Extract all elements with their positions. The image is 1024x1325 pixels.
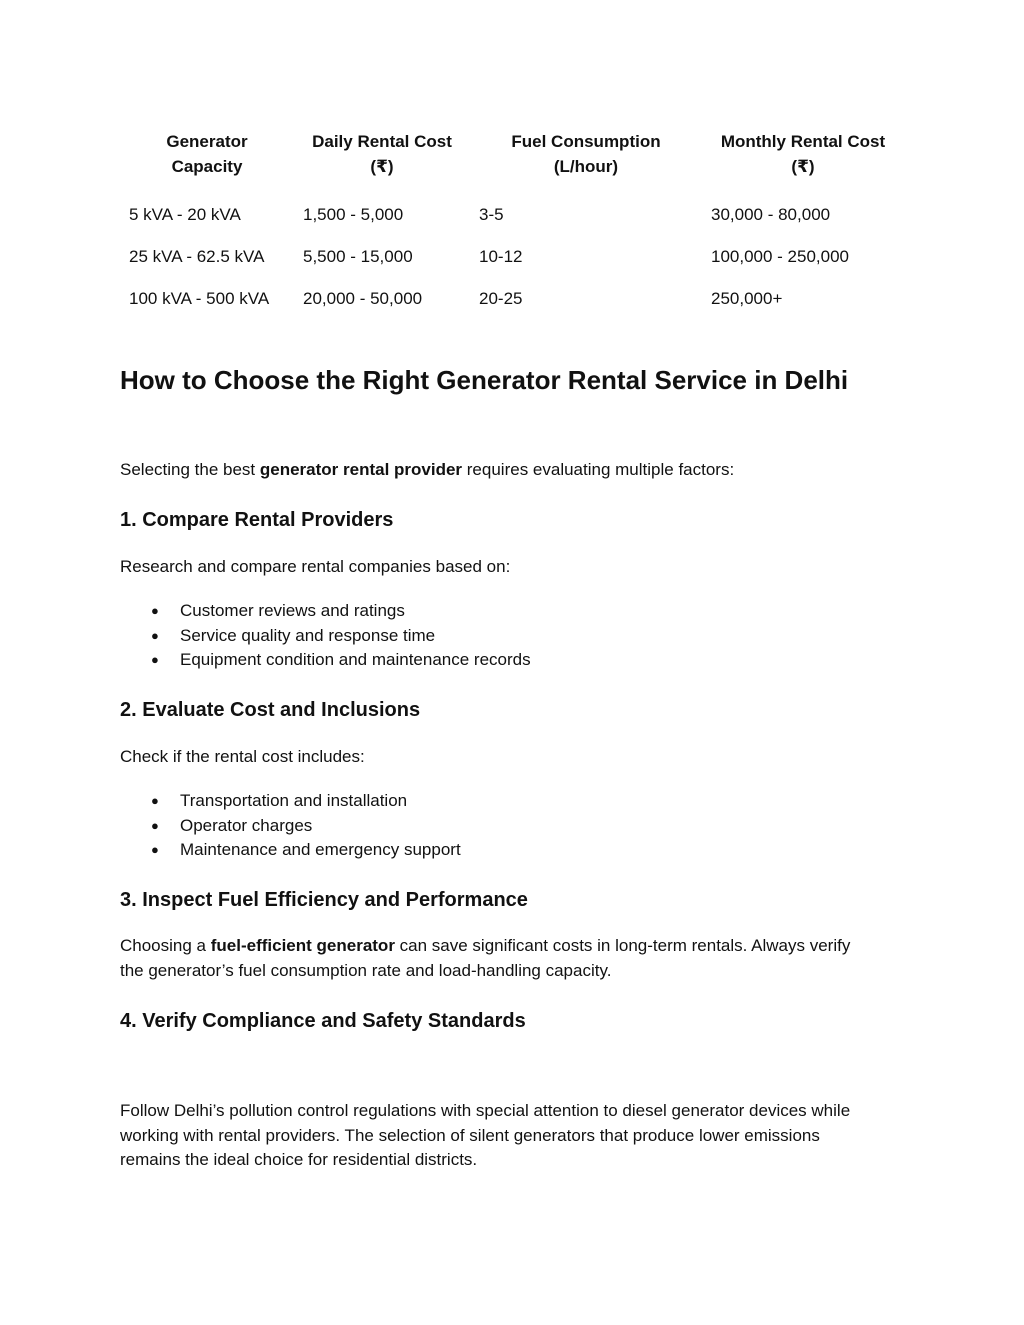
table-cell: 100 kVA - 500 kVA — [129, 289, 270, 308]
table-cell: 25 kVA - 62.5 kVA — [129, 247, 265, 266]
list-item — [120, 814, 461, 839]
section-text-part: Choosing a — [120, 936, 211, 955]
rental-cost-table — [120, 126, 904, 320]
list-item-text: Equipment condition and maintenance records — [180, 650, 531, 670]
table-cell: 10-12 — [479, 247, 523, 266]
table-row — [120, 278, 904, 320]
table-header-cell — [702, 126, 904, 194]
header-line: Monthly Rental Cost — [720, 132, 886, 151]
table-cell: 20-25 — [479, 289, 523, 308]
list-item — [120, 838, 461, 863]
table-header-row — [120, 126, 904, 194]
bullet-icon: ● — [151, 817, 159, 833]
bullet-icon: ● — [151, 603, 159, 618]
table-cell: 3-5 — [479, 205, 504, 224]
header-line: Fuel Consumption — [511, 132, 661, 151]
table-header-cell — [120, 126, 294, 194]
table-row — [120, 236, 904, 278]
header-line: (L/hour) — [553, 157, 619, 176]
list-item — [120, 624, 531, 649]
section-heading: 1. Compare Rental Providers — [120, 509, 394, 531]
list-item — [120, 599, 531, 624]
section-text: Research and compare rental companies based on: — [120, 557, 511, 576]
table-cell: 100,000 - 250,000 — [711, 247, 850, 266]
table-cell: 5 kVA - 20 kVA — [129, 205, 241, 224]
list-item-text: Service quality and response time — [180, 625, 436, 645]
section-bold-text: fuel-efficient generator — [210, 936, 395, 955]
section-text-part: can save significant costs in long-term rentals. Always verify the generator’s fuel consumption rate and load-handling capacity. — [120, 936, 851, 980]
bullet-icon: ● — [151, 652, 159, 668]
table-cell: 30,000 - 80,000 — [711, 205, 831, 224]
header-line: Capacity — [171, 157, 243, 176]
table-cell: 1,500 - 5,000 — [303, 205, 404, 224]
bullet-list — [120, 789, 461, 863]
list-item-text: Operator charges — [180, 815, 313, 835]
list-item-text: Customer reviews and ratings — [180, 601, 405, 620]
bullet-list — [120, 599, 531, 673]
list-item — [120, 648, 531, 673]
header-line: Generator — [166, 132, 248, 151]
table-cell: 20,000 - 50,000 — [303, 289, 423, 308]
table-row — [120, 194, 904, 236]
table-header-cell — [470, 126, 702, 194]
section-heading: 4. Verify Compliance and Safety Standards — [120, 1010, 526, 1032]
header-line: (₹) — [370, 157, 394, 176]
intro-text: Selecting the best — [120, 460, 260, 479]
intro-bold-text: generator rental provider — [259, 460, 463, 479]
section-text — [120, 934, 870, 983]
main-heading: How to Choose the Right Generator Rental Service in Delhi — [120, 365, 849, 395]
section-text: Follow Delhi’s pollution control regulations with special attention to diesel generator devices while working with rental providers. The selection of silent generators that produce lower emissions remains the ideal choice for residential districts. — [120, 1101, 851, 1170]
section-text: Check if the rental cost includes: — [120, 747, 365, 766]
bullet-icon: ● — [151, 842, 159, 858]
intro-paragraph — [120, 458, 880, 483]
table-header-cell — [294, 126, 470, 194]
list-item-text: Maintenance and emergency support — [180, 840, 461, 860]
header-line: Daily Rental Cost — [312, 132, 452, 151]
list-item-text: Transportation and installation — [180, 791, 408, 810]
table-cell: 250,000+ — [711, 289, 783, 308]
section-heading: 2. Evaluate Cost and Inclusions — [120, 699, 421, 721]
header-line: (₹) — [791, 157, 815, 176]
intro-text: requires evaluating multiple factors: — [462, 460, 735, 479]
section-heading: 3. Inspect Fuel Efficiency and Performance — [120, 889, 528, 911]
bullet-icon: ● — [151, 793, 159, 808]
bullet-icon: ● — [151, 627, 159, 643]
table-cell: 5,500 - 15,000 — [303, 247, 413, 266]
list-item — [120, 789, 461, 814]
